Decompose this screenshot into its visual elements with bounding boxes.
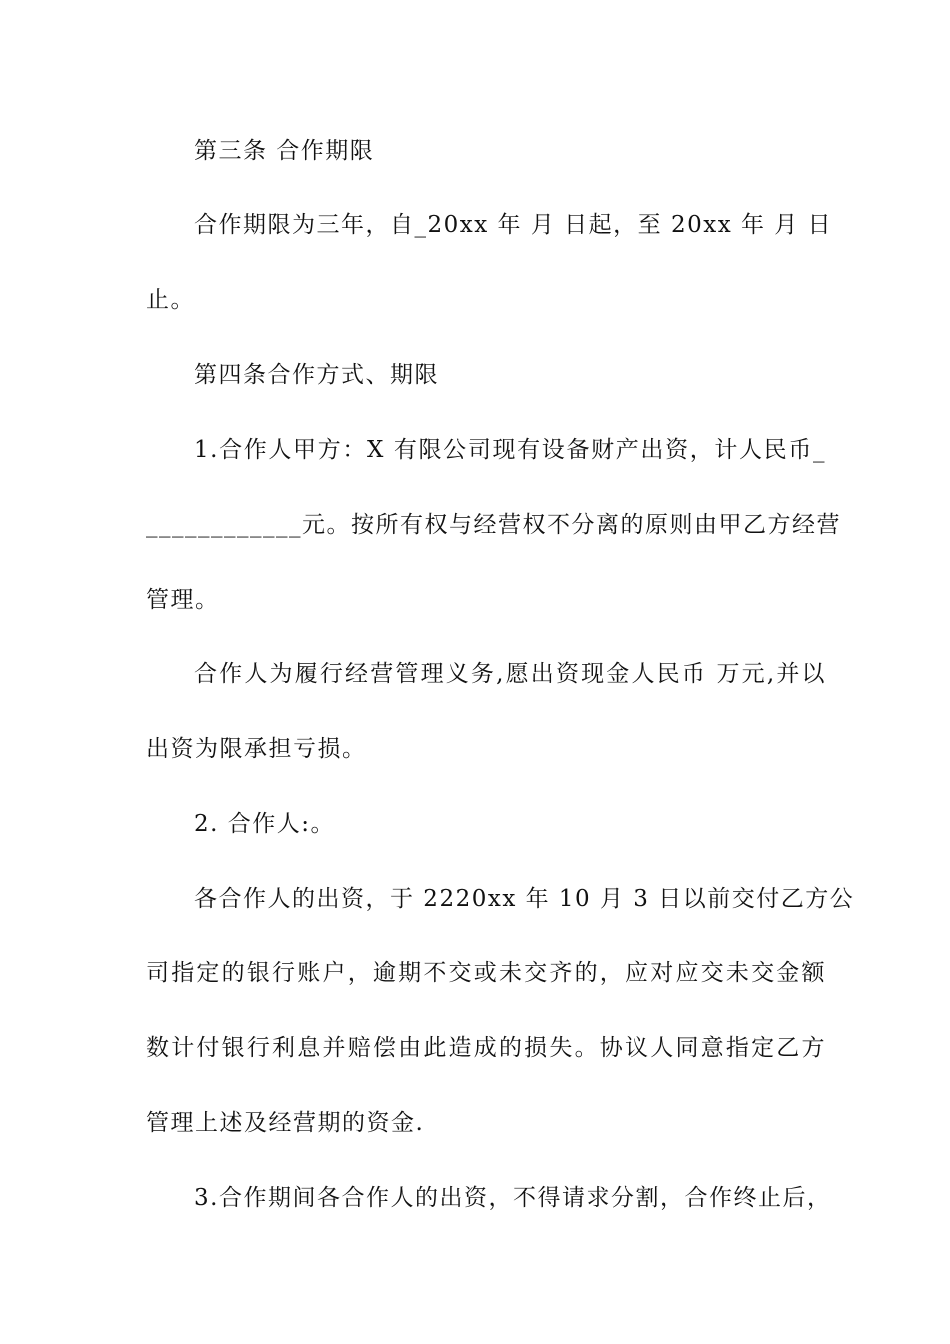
paragraph-line: 合作期限为三年，自_20xx 年 月 日起，至 20xx 年 月 日 <box>194 212 833 238</box>
paragraph-line: 司指定的银行账户，逾期不交或未交齐的，应对应交未交金额 <box>146 960 826 986</box>
paragraph-line: 1.合作人甲方：X 有限公司现有设备财产出资，计人民币_ <box>194 437 826 463</box>
paragraph-line: 3.合作期间各合作人的出资，不得请求分割，合作终止后， <box>194 1185 832 1211</box>
paragraph-line: 数计付银行利息并赔偿由此造成的损失。协议人同意指定乙方 <box>146 1035 826 1061</box>
paragraph-line: 合作人为履行经营管理义务,愿出资现金人民币 万元,并以 <box>194 661 826 687</box>
article-3-heading: 第三条 合作期限 <box>194 138 375 164</box>
paragraph-line: 止。 <box>146 287 195 313</box>
article-4-heading: 第四条合作方式、期限 <box>194 362 439 388</box>
paragraph-line: 管理。 <box>146 587 220 613</box>
paragraph-line: 出资为限承担亏损。 <box>146 736 367 762</box>
list-item-heading: 2. 合作人:。 <box>194 811 336 837</box>
paragraph-line: 管理上述及经营期的资金. <box>146 1110 425 1136</box>
paragraph-line: 各合作人的出资，于 2220xx 年 10 月 3 日以前交付乙方公 <box>194 886 855 912</box>
paragraph-line: ____________元。按所有权与经营权不分离的原则由甲乙方经营 <box>146 512 841 538</box>
